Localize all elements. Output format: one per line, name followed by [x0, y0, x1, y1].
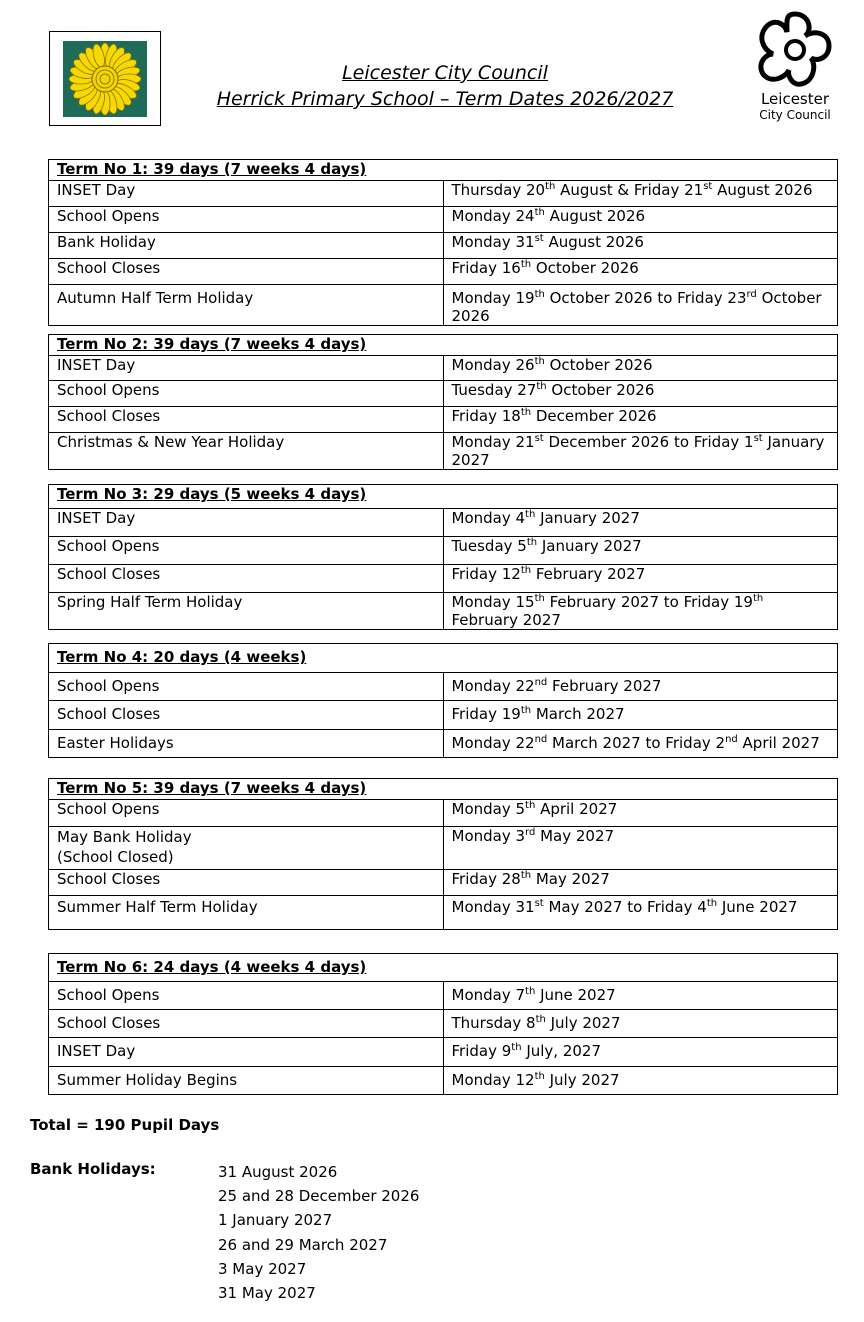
page-header	[170, 60, 720, 112]
table-row: School Closes Friday 12th February 2027	[49, 565, 838, 593]
school-title: Herrick Primary School – Term Dates 2026/2027	[216, 88, 674, 110]
table-row: Bank Holiday Monday 31st August 2026	[49, 233, 838, 259]
table-row: INSET Day Monday 4th January 2027	[49, 509, 838, 537]
table-row: Spring Half Term Holiday Monday 15th February 2027 to Friday 19th February 2027	[49, 593, 838, 630]
school-logo	[49, 31, 161, 126]
term-4-table	[48, 643, 838, 758]
city-logo-line1: Leicester	[760, 90, 830, 108]
table-row: Easter Holidays Monday 22nd March 2027 to Friday 2nd April 2027	[49, 730, 838, 758]
term-2-table	[48, 334, 838, 470]
table-row: School Opens Monday 22nd February 2027	[49, 673, 838, 701]
term-6-table	[48, 953, 838, 1095]
table-row: School Opens Monday 7th June 2027	[49, 982, 838, 1010]
bank-holidays-list	[218, 1160, 419, 1305]
term-5-table	[48, 778, 838, 930]
term-title: Term No 5: 39 days (7 weeks 4 days)	[49, 779, 838, 800]
list-item: 1 January 2027	[218, 1211, 333, 1230]
table-row: School Opens Tuesday 27th October 2026	[49, 381, 838, 407]
table-row: Autumn Half Term Holiday Monday 19th October 2026 to Friday 23rd October 2026	[49, 285, 838, 326]
table-row: School Closes Friday 18th December 2026	[49, 407, 838, 433]
term-title: Term No 6: 24 days (4 weeks 4 days)	[49, 954, 838, 982]
table-row: School Closes Thursday 8th July 2027	[49, 1010, 838, 1038]
table-row: School Closes Friday 28th May 2027	[49, 870, 838, 896]
rose-icon	[750, 8, 840, 88]
term-title: Term No 3: 29 days (5 weeks 4 days)	[49, 485, 838, 509]
city-logo-line2: City Council	[759, 108, 831, 122]
table-row: School Opens Monday 24th August 2026	[49, 207, 838, 233]
table-row: School Closes Friday 19th March 2027	[49, 701, 838, 730]
table-row: INSET Day Friday 9th July, 2027	[49, 1038, 838, 1067]
table-row: INSET Day Thursday 20th August & Friday 21st August 2026	[49, 181, 838, 207]
table-row: Summer Half Term Holiday Monday 31st May 2027 to Friday 4th June 2027	[49, 896, 838, 930]
table-row: INSET Day Monday 26th October 2026	[49, 356, 838, 381]
bank-holidays-label: Bank Holidays:	[30, 1160, 156, 1178]
term-title: Term No 4: 20 days (4 weeks)	[49, 644, 838, 673]
list-item: 3 May 2027	[218, 1259, 307, 1278]
term-1-table	[48, 159, 838, 326]
table-row: Summer Holiday Begins Monday 12th July 2027	[49, 1067, 838, 1095]
list-item: 26 and 29 March 2027	[218, 1235, 388, 1254]
table-row: School Opens Tuesday 5th January 2027	[49, 537, 838, 565]
city-council-logo	[750, 8, 840, 126]
table-row: May Bank Holiday (School Closed) Monday 3rd May 2027	[49, 827, 838, 870]
table-row: School Opens Monday 5th April 2027	[49, 800, 838, 827]
list-item: 31 May 2027	[218, 1284, 316, 1303]
term-title: Term No 1: 39 days (7 weeks 4 days)	[49, 160, 838, 181]
term-3-table	[48, 484, 838, 630]
term-title: Term No 2: 39 days (7 weeks 4 days)	[49, 335, 838, 356]
flower-icon	[63, 41, 147, 117]
table-row: School Closes Friday 16th October 2026	[49, 259, 838, 285]
total-pupil-days: Total = 190 Pupil Days	[30, 1116, 220, 1134]
list-item: 31 August 2026	[218, 1163, 338, 1181]
list-item: 25 and 28 December 2026	[218, 1187, 420, 1206]
table-row: Christmas & New Year Holiday Monday 21st December 2026 to Friday 1st January 2027	[49, 433, 838, 470]
council-title: Leicester City Council	[342, 62, 548, 84]
